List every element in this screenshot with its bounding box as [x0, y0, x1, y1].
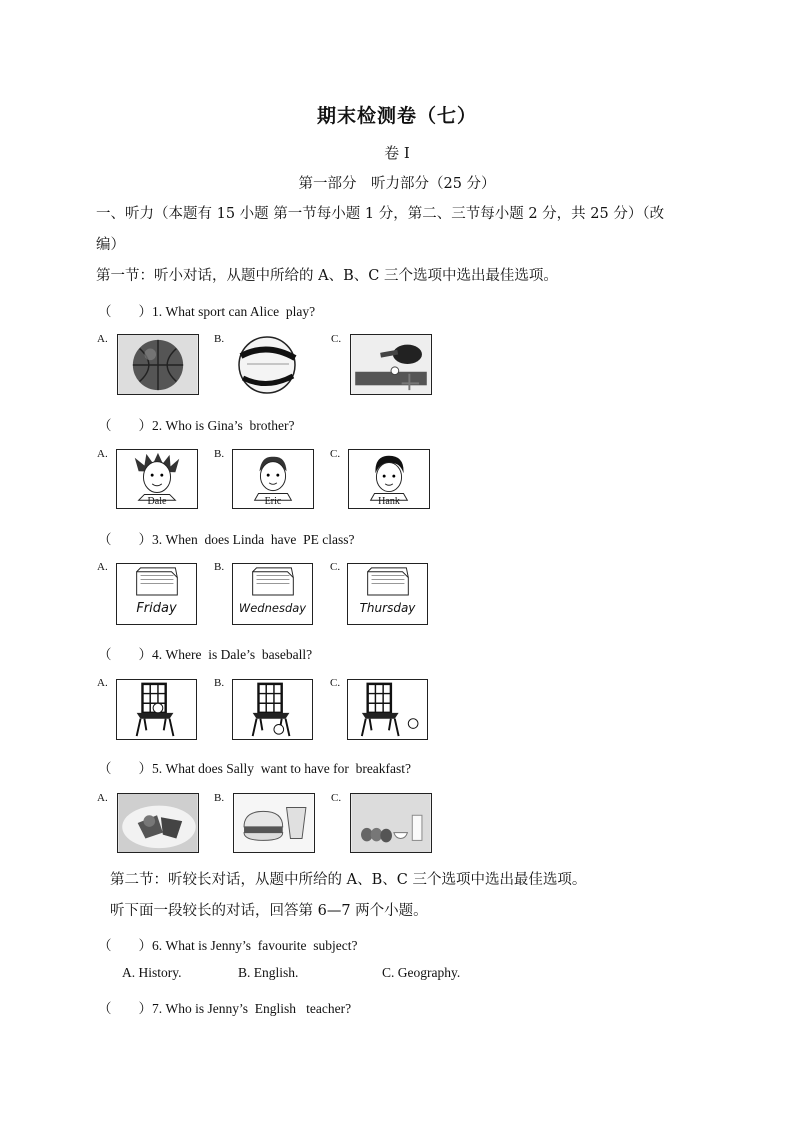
calendar-wednesday-icon [232, 563, 313, 625]
section-heading-line1: 一、听力（本题有 15 小题 第一节每小题 1 分，第二、三节每小题 2 分，共 25 分）（改 [96, 206, 665, 222]
q5-option-a-label: A. [97, 792, 108, 804]
hank-name-label: Hank [378, 496, 400, 507]
chair-ball-under-icon [232, 679, 313, 740]
eric-name-label: Eric [264, 496, 282, 507]
page-title: 期末检测卷（七） [316, 105, 477, 127]
question-7: （ ）7. Who is Jenny’s English teacher? [98, 1001, 352, 1016]
ping-pong-icon [350, 334, 432, 395]
question-4: （ ）4. Where is Dale’s baseball? [98, 647, 313, 662]
volume-label: 卷 I [384, 144, 410, 162]
calendar-thursday-icon [347, 563, 428, 625]
part2-sub-instruction: 听下面一段较长的对话，回答第 6—7 两个小题。 [110, 903, 428, 919]
question-6: （ ）6. What is Jenny’s favourite subject? [98, 938, 358, 953]
q1-option-a-label: A. [97, 333, 108, 345]
chair-ball-on-icon [116, 679, 197, 740]
part2-instruction: 第二节：听较长对话，从题中所给的 A、B、C 三个选项中选出最佳选项。 [110, 872, 587, 888]
q1-option-b-label: B. [214, 333, 225, 345]
wednesday-label: Wednesday [238, 601, 307, 615]
q3-option-c-label: C. [330, 561, 341, 573]
q4-option-c-label: C. [330, 677, 341, 689]
q6-option-c: C. Geography. [382, 965, 461, 980]
dale-name-label: Dale [147, 496, 167, 507]
question-1: （ ）1. What sport can Alice play? [98, 304, 316, 319]
question-2: （ ）2. Who is Gina’s brother? [98, 418, 295, 433]
thursday-label: Thursday [359, 601, 416, 615]
q2-option-a-label: A. [97, 448, 108, 460]
q6-option-b: B. English. [238, 965, 299, 980]
eggs-milk-icon [350, 793, 432, 853]
volleyball-icon [233, 334, 302, 395]
q2-option-b-label: B. [214, 448, 225, 460]
q6-option-a: A. History. [122, 965, 182, 980]
part-label: 第一部分 听力部分（25 分） [298, 176, 496, 192]
hamburger-drink-icon [233, 793, 315, 853]
q1-option-c-label: C. [331, 333, 342, 345]
q2-option-c-label: C. [330, 448, 341, 460]
q5-option-b-label: B. [214, 792, 225, 804]
q4-option-b-label: B. [214, 677, 225, 689]
q3-option-a-label: A. [97, 561, 108, 573]
friday-label: Friday [136, 601, 177, 616]
q5-option-c-label: C. [331, 792, 342, 804]
sandwich-plate-icon [117, 793, 199, 853]
question-3: （ ）3. When does Linda have PE class? [98, 532, 355, 547]
basketball-icon [117, 334, 199, 395]
part1-instruction: 第一节：听小对话，从题中所给的 A、B、C 三个选项中选出最佳选项。 [96, 268, 558, 284]
section-heading-line2: 编） [96, 237, 125, 253]
question-5: （ ）5. What does Sally want to have for breakfast? [98, 761, 412, 776]
q3-option-b-label: B. [214, 561, 225, 573]
chair-ball-beside-icon [347, 679, 428, 740]
q4-option-a-label: A. [97, 677, 108, 689]
